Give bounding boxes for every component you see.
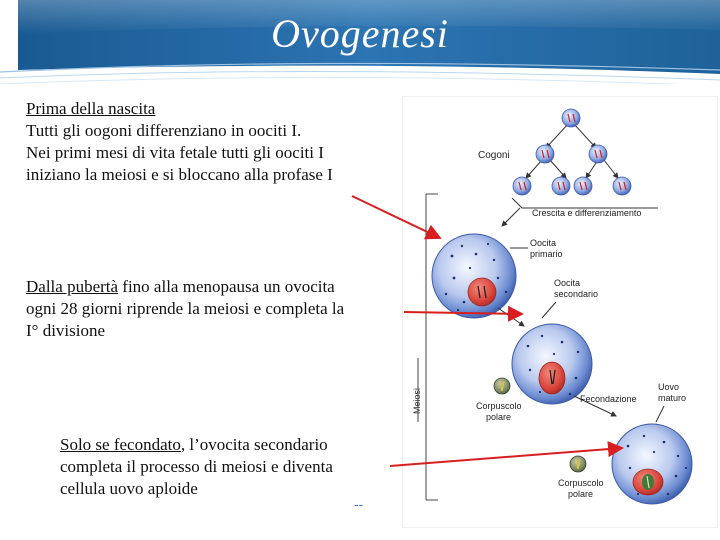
oogenesis-diagram	[402, 96, 718, 528]
oogonium-cell	[552, 177, 570, 195]
primary-oocyte-label-2: primario	[530, 249, 563, 259]
oogonium-cell	[574, 177, 592, 195]
puberty-line-1	[26, 276, 406, 298]
text-block-fertilization	[60, 434, 390, 500]
puberty-rest: fino alla menopausa un ovocita	[118, 277, 335, 296]
polar-body-1	[494, 378, 510, 394]
text-block-puberty	[26, 276, 406, 342]
puberty-underlined: Dalla pubertà	[26, 277, 119, 296]
before-birth-line: Tutti gli oogoni differenziano in oociti I.	[26, 121, 302, 140]
fertilization-line-3: cellula uovo aploide	[60, 479, 198, 498]
oogonium-cell	[562, 109, 580, 127]
puberty-line-3: I° divisione	[26, 321, 106, 340]
polar-body-1-label-1: Corpuscolo	[476, 401, 522, 411]
oogonium-cell	[513, 177, 531, 195]
fertilization-line-1	[60, 434, 390, 456]
polar-body-2-label-2: polare	[568, 489, 594, 499]
secondary-oocyte-label-1: Oocita	[554, 278, 581, 288]
fertilization-label: Fecondazione	[580, 394, 637, 404]
oogonium-cell	[589, 145, 607, 163]
fertilization-rest: , l’ovocita secondario	[180, 435, 328, 454]
mature-egg	[612, 424, 692, 504]
meiosis-label: Meiosi	[412, 387, 422, 414]
growth-label: Crescita e differenziamento	[532, 208, 642, 218]
secondary-oocyte	[512, 324, 592, 404]
slide-footer: --	[354, 496, 364, 512]
oogonia-label: Cogoni	[478, 150, 510, 161]
polar-body-1-label-2: polare	[486, 412, 512, 422]
secondary-oocyte-label-2: secondario	[554, 289, 599, 299]
before-birth-heading: Prima della nascita	[26, 99, 156, 118]
fertilization-underlined: Solo se fecondato	[60, 435, 181, 454]
slide-title: Ovogenesi	[271, 11, 449, 56]
primary-oocyte-label-1: Oocita	[530, 238, 557, 248]
mature-egg-label-2: maturo	[658, 393, 687, 403]
polar-body-2-label-1: Corpuscolo	[558, 478, 604, 488]
polar-body-2	[570, 456, 586, 472]
oogonium-cell	[613, 177, 631, 195]
primary-oocyte	[432, 234, 516, 318]
text-block-before-birth	[26, 98, 406, 186]
before-birth-line: iniziano la meiosi e si bloccano alla profase I	[26, 165, 333, 184]
slide-header	[0, 0, 720, 84]
fertilization-line-2: completa il processo di meiosi e diventa	[60, 457, 333, 476]
oogonium-cell	[536, 145, 554, 163]
before-birth-line: Nei primi mesi di vita fetale tutti gli oociti I	[26, 143, 324, 162]
puberty-line-2: ogni 28 giorni riprende la meiosi e completa la	[26, 299, 345, 318]
mature-egg-label-1: Uovo	[658, 382, 680, 392]
